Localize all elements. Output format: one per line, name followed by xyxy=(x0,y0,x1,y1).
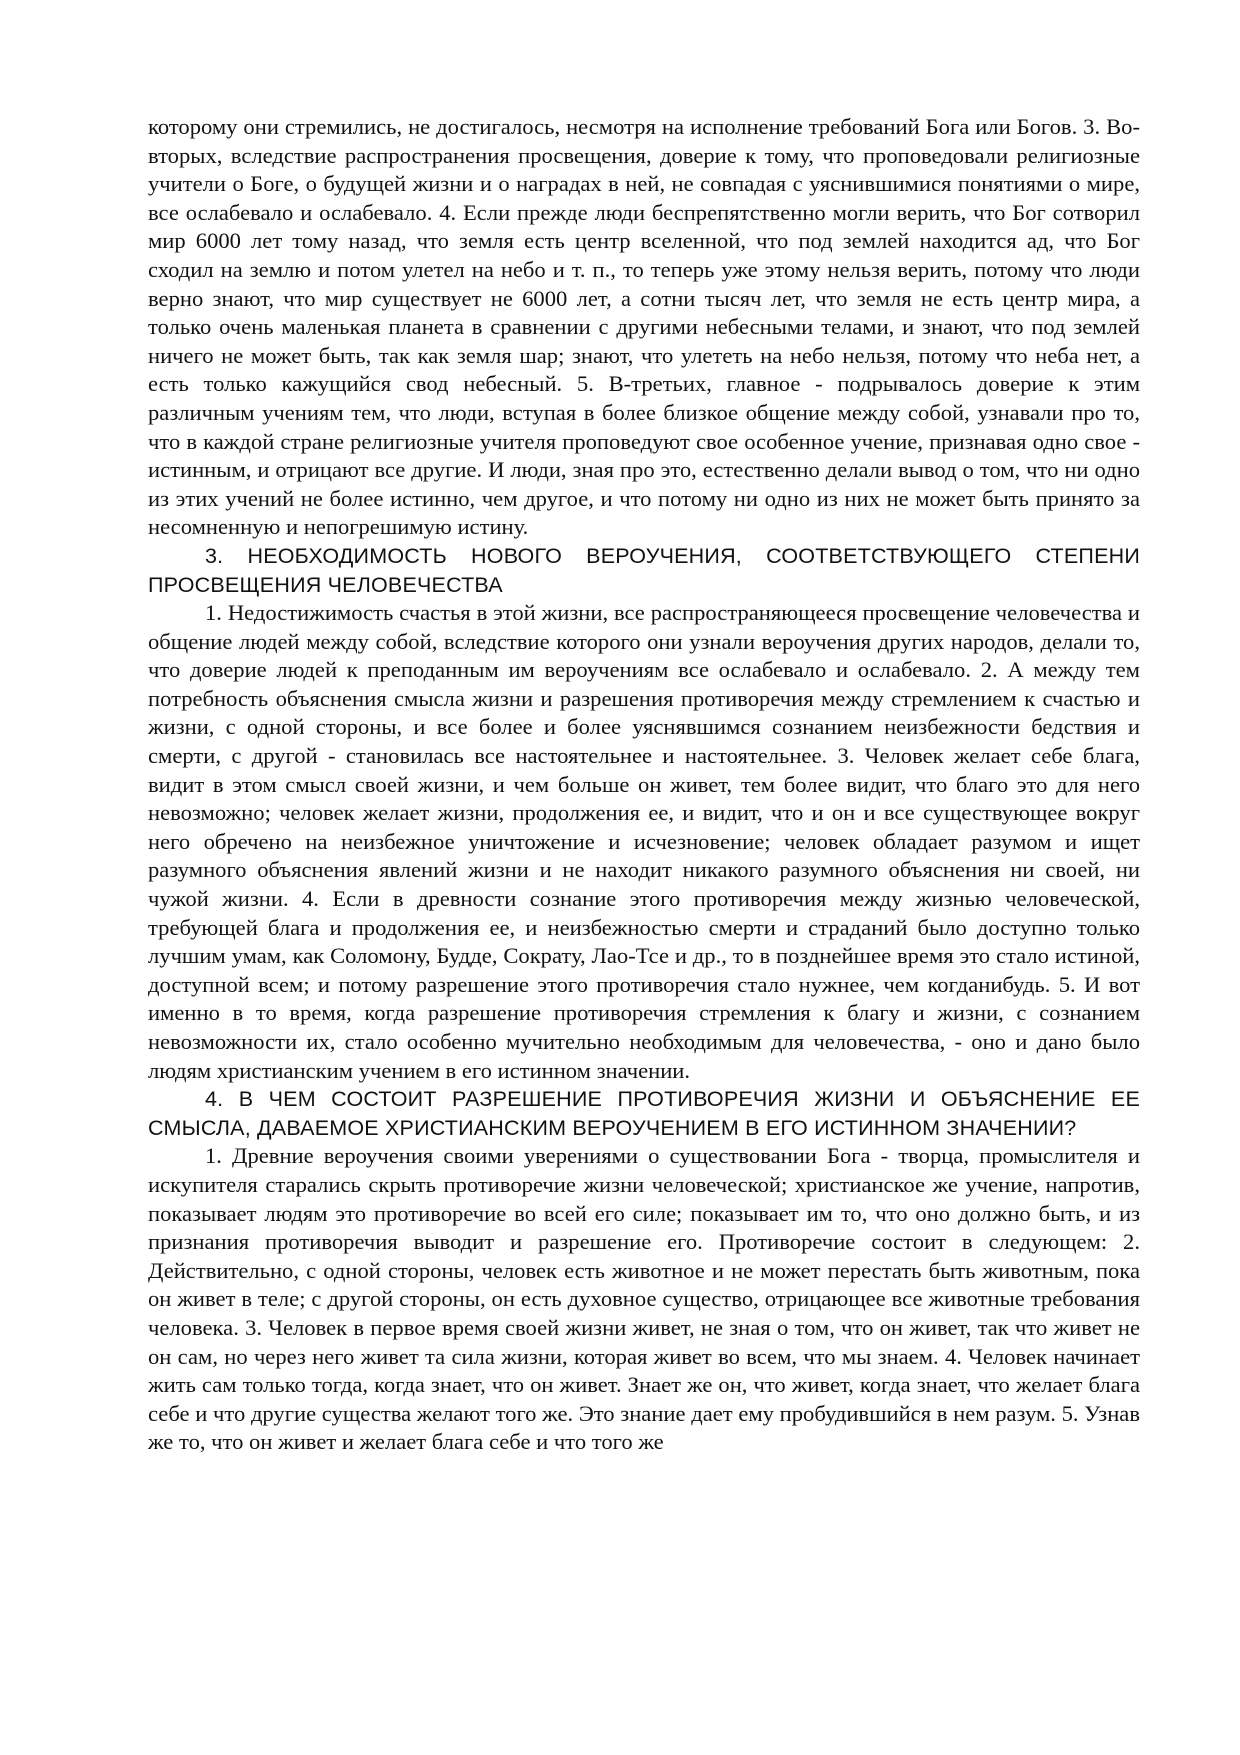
section-heading-3: 3. НЕОБХОДИМОСТЬ НОВОГО ВЕРОУЧЕНИЯ, СООТВЕТСТВУЮЩЕГО СТЕПЕНИ ПРОСВЕЩЕНИЯ ЧЕЛОВЕЧЕСТВА xyxy=(148,543,1140,597)
section-heading-4: 4. В ЧЕМ СОСТОИТ РАЗРЕШЕНИЕ ПРОТИВОРЕЧИЯ ЖИЗНИ И ОБЪЯСНЕНИЕ ЕЕ СМЫСЛА, ДАВАЕМОЕ ХРИСТИАНСКИМ ВЕРОУЧЕНИЕМ В ЕГО ИСТИННОМ ЗНАЧЕНИИ? xyxy=(148,1087,1140,1140)
paragraph-continuation: которому они стремились, не достигалось, несмотря на исполнение требований Бога или Богов. 3. Во-вторых, вследствие распространения просвещения, доверие к тому, что проповедовали религиозные учители о Боге, о будущей жизни и о наградах в ней, не совпадая с уяснившимися понятиями о мире, все ослабевало и ослабевало. 4. Если прежде люди беспрепятственно могли верить, что Бог сотворил мир 6000 лет тому назад, что земля есть центр вселенной, что под землей находится ад, что Бог сходил на землю и потом улетел на небо и т. п., то теперь уже этому нельзя верить, потому что люди верно знают, что мир существует не 6000 лет, а сотни тысяч лет, что земля не есть центр мира, а только очень маленькая планета в сравнении с другими небесными телами, и знают, что под землей ничего не может быть, так как земля шар; знают, что улететь на небо нельзя, потому что неба нет, а есть только кажущийся свод небесный. 5. В-третьих, главное - подрывалось доверие к этим различным учениям тем, что люди, вступая в более близкое общение между собой, узнавали про то, что в каждой стране религиозные учителя проповедуют свое особенное учение, признавая одно свое - истинным, и отрицают все другие. И люди, зная про это, естественно делали вывод о том, что ни одно из этих учений не более истинно, чем другое, и что потому ни одно из них не может быть принято за несомненную и непогрешимую истину. xyxy=(148,114,1140,540)
paragraph-section-3: 1. Недостижимость счастья в этой жизни, все распространяющееся просвещение человечества и общение людей между собой, вследствие которого они узнали вероучения других народов, делали то, что доверие людей к преподанным им вероучениям все ослабевало и ослабевало. 2. А между тем потребность объяснения смысла жизни и разрешения противоречия между стремлением к счастью и жизни, с одной стороны, и все более и более уяснявшимся сознанием неизбежности бедствия и смерти, с другой - становилась все настоятельнее и настоятельнее. 3. Человек желает себе блага, видит в этом смысл своей жизни, и чем больше он живет, тем более видит, что благо это для него невозможно; человек желает жизни, продолжения ее, и видит, что и он и все существующее вокруг него обречено на неизбежное уничтожение и исчезновение; человек обладает разумом и ищет разумного объяснения явлений жизни и не находит никакого разумного объяснения ни своей, ни чужой жизни. 4. Если в древности сознание этого противоречия между жизнью человеческой, требующей блага и продолжения ее, и неизбежностью смерти и страданий было доступно только лучшим умам, как Соломону, Будде, Сократу, Лао-Тсе и др., то в позднейшее время это стало истиной, доступной всем; и потому разрешение этого противоречия стало нужнее, чем когданибудь. 5. И вот именно в то время, когда разрешение противоречия стремления к благу и жизни, с сознанием невозможности их, стало особенно мучительно необходимым для человечества, - оно и дано было людям христианским учением в его истинном значении. xyxy=(148,600,1140,1083)
document-page xyxy=(148,113,1140,1457)
paragraph-section-4: 1. Древние вероучения своими уверениями о существовании Бога - творца, промыслителя и искупителя старались скрыть противоречие жизни человеческой; христианское же учение, напротив, показывает людям это противоречие во всей его силе; показывает им то, что оно должно быть, и из признания противоречия выводит и разрешение его. Противоречие состоит в следующем: 2. Действительно, с одной стороны, человек есть животное и не может перестать быть животным, пока он живет в теле; с другой стороны, он есть духовное существо, отрицающее все животные требования человека. 3. Человек в первое время своей жизни живет, не зная о том, что он живет, так что живет не он сам, но через него живет та сила жизни, которая живет во всем, что мы знаем. 4. Человек начинает жить сам только тогда, когда знает, что он живет. Знает же он, что живет, когда знает, что желает блага себе и что другие существа желают того же. Это знание дает ему пробудившийся в нем разум. 5. Узнав же то, что он живет и желает блага себе и что того же xyxy=(148,1143,1140,1455)
